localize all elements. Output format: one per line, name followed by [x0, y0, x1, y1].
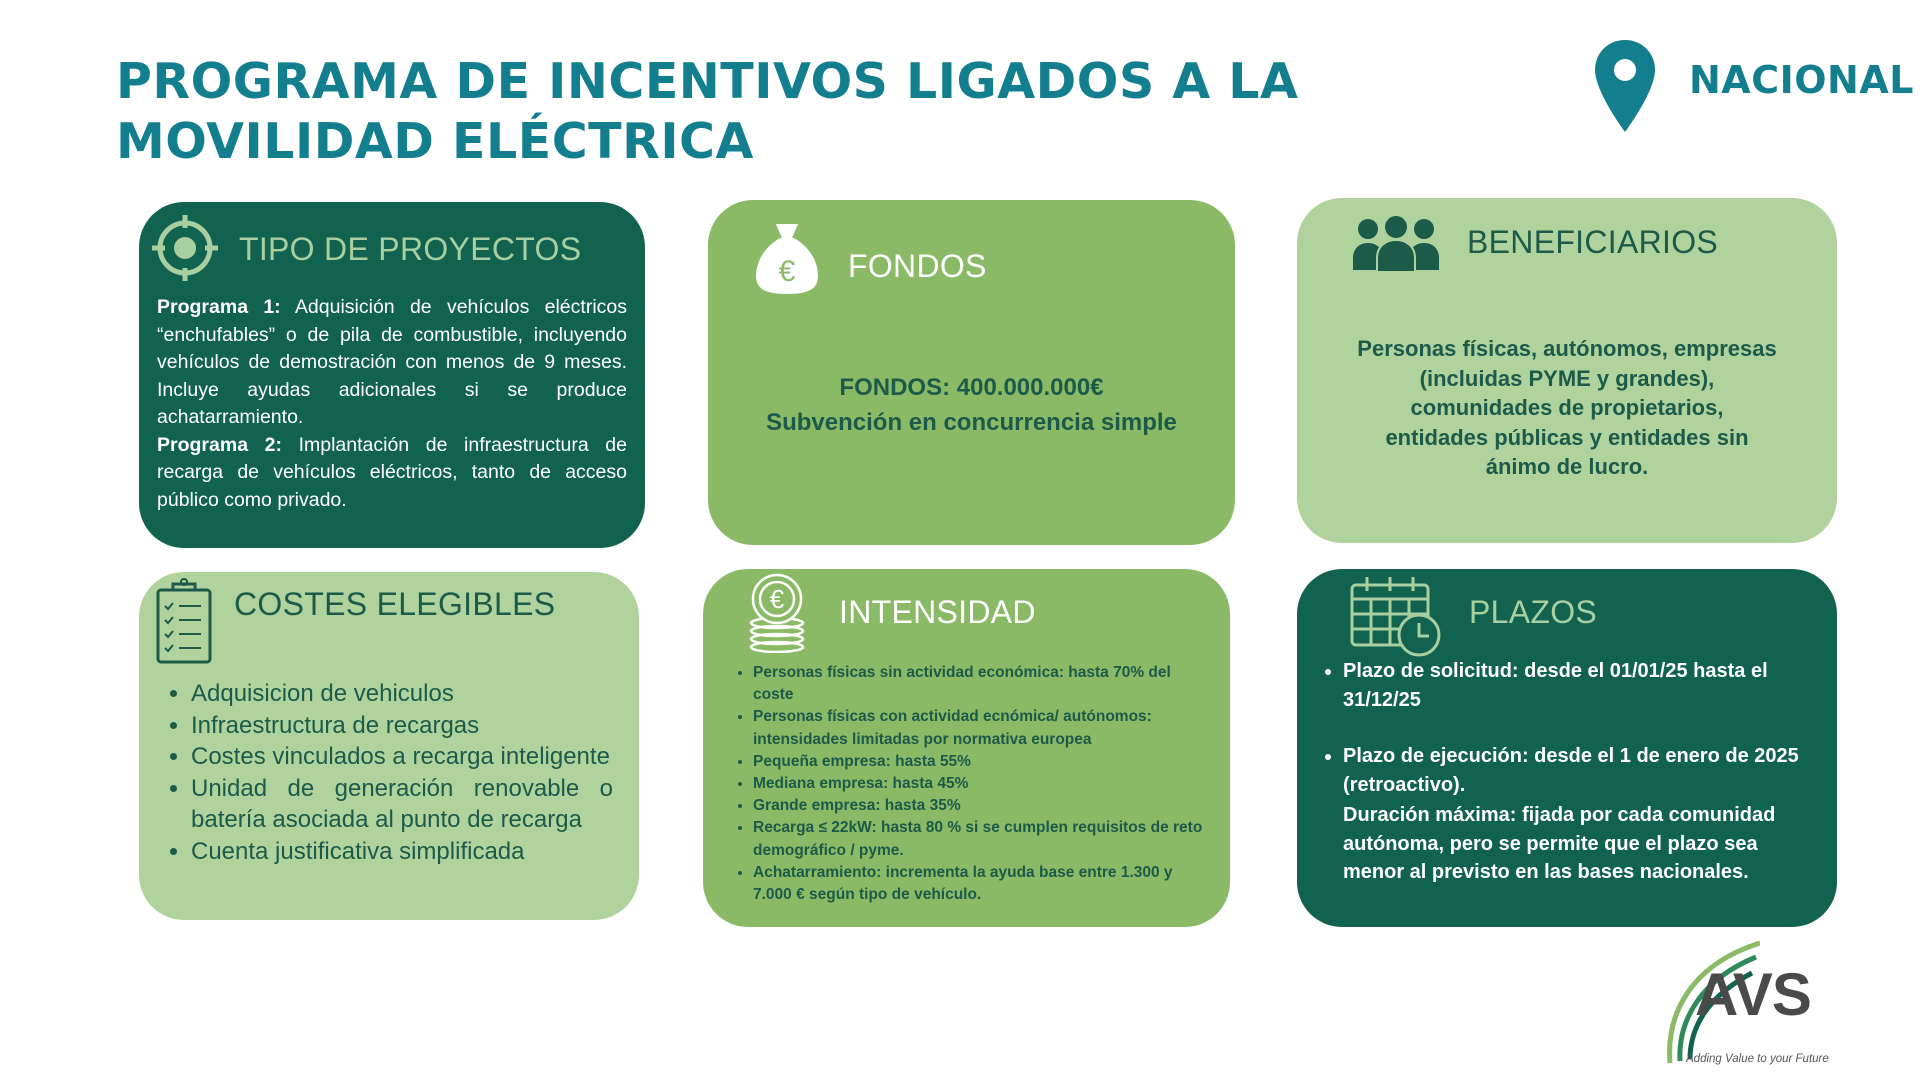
programa-2-text: Implantación de infraestructura de recarga de vehículos eléctricos, tanto de acceso público como privado. [157, 433, 627, 511]
card-fondos [708, 200, 1235, 545]
card-intensidad [703, 569, 1230, 927]
card-title-fondos: FONDOS [848, 248, 987, 284]
list-item: • Costes vinculados a recarga inteligente [191, 741, 613, 773]
calendar-clock-icon [1349, 573, 1443, 659]
beneficiarios-line-2: (incluidas PYME y grandes), [1419, 365, 1715, 391]
page-title [116, 52, 1298, 172]
list-item: • Infraestructura de recargas [191, 710, 613, 742]
programa-2-paragraph [157, 432, 627, 515]
card-title-intensidad: INTENSIDAD [839, 594, 1036, 630]
card-costes-elegibles [139, 572, 639, 920]
plazos-duracion: Duración máxima: fijada por cada comunidad autónoma, pero se permite que el plazo sea menor al previsto en las bases nacionales. [1343, 804, 1776, 883]
programa-2-label: Programa 2: [157, 433, 282, 456]
card-tipo-proyectos [139, 202, 645, 548]
programa-1-paragraph [157, 294, 627, 432]
card-title-plazos: PLAZOS [1469, 594, 1598, 630]
svg-text:€: € [778, 255, 796, 288]
beneficiarios-line-4: entidades públicas y entidades sin [1385, 424, 1749, 450]
intensidad-list [731, 662, 1211, 906]
list-item: • Pequeña empresa: hasta 55% [753, 751, 1211, 773]
page-title-line-1: PROGRAMA DE INCENTIVOS LIGADOS A LA [116, 53, 1299, 110]
beneficiarios-line-5: ánimo de lucro. [1485, 454, 1649, 479]
list-item: • Recarga ≤ 22kW: hasta 80 % si se cumplen requisitos de reto demográfico / pyme. [753, 817, 1211, 861]
beneficiarios-line-3: comunidades de propietarios, [1410, 395, 1724, 420]
list-item: • Mediana empresa: hasta 45% [753, 773, 1211, 795]
plazos-list [1307, 657, 1807, 799]
list-item: • Adquisicion de vehiculos [191, 678, 613, 710]
programa-1-text: Adquisición de vehículos eléctricos “enchufables” o de pila de combustible, incluyendo vehículos de demostración con menos de 9 meses. Incluye ayudas adicionales si se produce achatarramiento. [157, 296, 627, 428]
people-group-icon [1353, 214, 1439, 272]
card-title-costes: COSTES ELEGIBLES [234, 586, 556, 622]
list-item: • Personas físicas sin actividad económica: hasta 70% del coste [753, 662, 1211, 706]
target-icon [151, 214, 219, 282]
card-plazos [1297, 569, 1837, 927]
location-pin-icon [1592, 38, 1658, 134]
programa-1-label: Programa 1: [157, 296, 281, 318]
page-title-line-2: MOVILIDAD ELÉCTRICA [116, 113, 754, 170]
money-bag-euro-icon [754, 220, 820, 296]
logo-text: AVS [1695, 961, 1811, 1028]
fondos-modality: Subvención en concurrencia simple [766, 409, 1177, 436]
region-label: NACIONAL [1689, 58, 1914, 102]
euro-coins-icon [745, 573, 811, 653]
fondos-amount: FONDOS: 400.000.000€ [839, 374, 1104, 401]
card-beneficiarios [1297, 198, 1837, 543]
clipboard-checklist-icon [155, 576, 213, 666]
list-item: • Unidad de generación renovable o batería asociada al punto de recarga [191, 773, 613, 836]
list-item: • Plazo de ejecución: desde el 1 de enero de 2025 (retroactivo). [1343, 742, 1807, 799]
beneficiarios-line-1: Personas físicas, autónomos, empresas [1357, 336, 1777, 361]
card-title-tipo-proyectos: TIPO DE PROYECTOS [239, 231, 582, 267]
fondos-summary [708, 370, 1235, 440]
tipo-proyectos-text [157, 294, 627, 514]
card-title-beneficiarios: BENEFICIARIOS [1467, 224, 1719, 260]
costes-list [159, 678, 613, 867]
beneficiarios-text [1297, 334, 1837, 482]
svg-text:€: € [769, 584, 785, 614]
list-item: • Personas físicas con actividad ecnómica/ autónomos: intensidades limitadas por normativa europea [753, 706, 1211, 750]
list-item: • Cuenta justificativa simplificada [191, 836, 613, 868]
list-item: • Grande empresa: hasta 35% [753, 795, 1211, 817]
avs-logo [1660, 935, 1840, 1070]
list-item: • Achatarramiento: incrementa la ayuda base entre 1.300 y 7.000 € según tipo de vehículo. [753, 862, 1211, 906]
logo-tagline: Adding Value to your Future [1686, 1053, 1829, 1065]
list-item: • Plazo de solicitud: desde el 01/01/25 hasta el 31/12/25 [1343, 657, 1807, 714]
